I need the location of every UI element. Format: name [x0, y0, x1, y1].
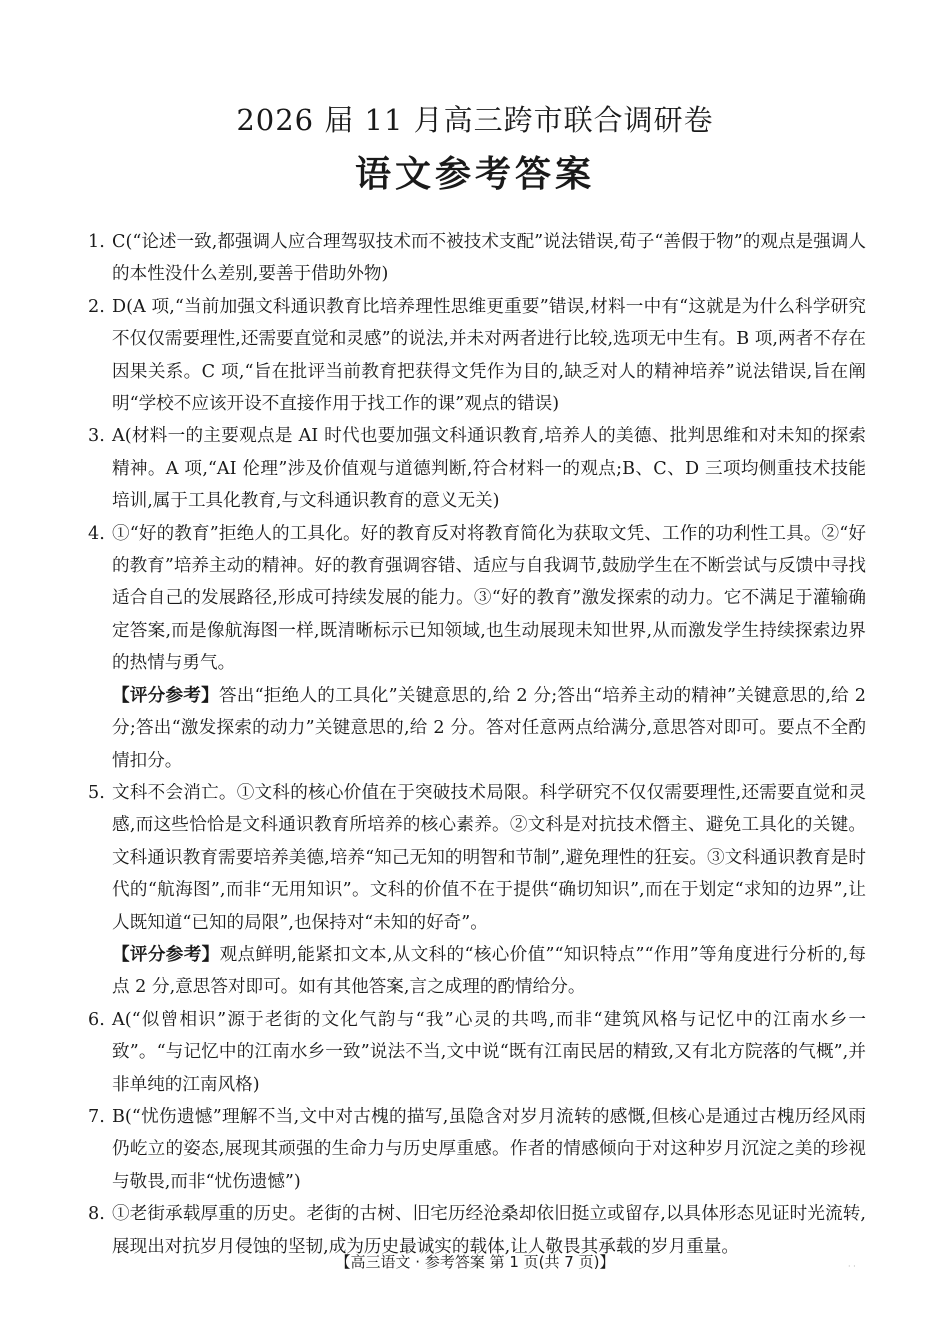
scoring-note-5 [82, 939, 866, 1004]
page-title: 语文参考答案 [354, 154, 595, 195]
answer-number: 2. [88, 296, 105, 317]
answer-number: 3. [88, 426, 105, 447]
answer-item-1 [82, 226, 866, 291]
answer-item-4 [82, 518, 866, 680]
scoring-note-4 [82, 680, 866, 777]
answer-number: 8. [88, 1204, 105, 1225]
answer-text: C(“论述一致,都强调人应合理驾驭技术而不被技术支配”说法错误,荀子“善假于物”的观点是强调人的本性没什么差别,要善于借助外物) [112, 232, 866, 285]
answer-number: 7. [88, 1106, 105, 1127]
scoring-text: 答出“拒绝人的工具化”关键意思的,给 2 分;答出“培养主动的精神”关键意思的,给 2 分;答出“激发探索的动力”关键意思的,给 2 分。答对任意两点给满分,意思答对即可。要点不全酌情扣分。 [112, 685, 866, 771]
scoring-tag: 【评分参考】 [112, 685, 219, 706]
page-footer: 【高三语文 · 参考答案 第 1 页(共 7 页)】 [335, 1253, 615, 1271]
answer-number: 5. [88, 782, 105, 803]
answer-text: 文科不会消亡。①文科的核心价值在于突破技术局限。科学研究不仅仅需要理性,还需要直觉和灵感,而这些恰恰是文科通识教育所培养的核心素养。②文科是对抗技术僭主、避免工具化的关键。文科通识教育需要培养美德,培养“知己无知的明智和节制”,避免理性的狂妄。③文科通识教育是时代的“航海图”,而非“无用知识”。文科的价值不在于提供“确切知识”,而在于划定“求知的边界”,让人既知道“已知的局限”,也保持对“未知的好奇”。 [112, 782, 866, 933]
answer-text: B(“忧伤遗憾”理解不当,文中对古槐的描写,虽隐含对岁月流转的感慨,但核心是通过古槐历经风雨仍屹立的姿态,展现其顽强的生命力与历史厚重感。作者的情感倾向于对这种岁月沉淀之美的珍视与敬畏,而非“忧伤遗憾”) [112, 1106, 866, 1192]
answer-number: 4. [88, 523, 105, 544]
answer-item-2 [82, 291, 866, 421]
answer-text: ①老街承载厚重的历史。老街的古树、旧宅历经沧桑却依旧挺立或留存,以具体形态见证时光流转,展现出对抗岁月侵蚀的坚韧,成为历史最诚实的载体,让人敬畏其承载的岁月重量。 [112, 1204, 866, 1257]
answer-text: A(材料一的主要观点是 AI 时代也要加强文科通识教育,培养人的美德、批判思维和对未知的探索精神。A 项,“AI 伦理”涉及价值观与道德判断,符合材料一的观点;B、C、D 三项均侧重技术技能培训,属于工具化教育,与文科通识教育的意义无关) [112, 426, 866, 512]
answer-item-5 [82, 777, 866, 939]
exam-title: 2026 届 11 月高三跨市联合调研卷 [236, 103, 714, 137]
answer-item-7 [82, 1101, 866, 1198]
footer-mark: · · [848, 1262, 856, 1271]
answer-text: D(A 项,“当前加强文科通识教育比培养理性思维更重要”错误,材料一中有“这就是为什么科学研究不仅仅需要理性,还需要直觉和灵感”的说法,并未对两者进行比较,选项无中生有。B 项,两者不存在因果关系。C 项,“旨在批评当前教育把获得文凭作为目的,缺乏对人的精神培养”说法错误,旨在阐明“学校不应该开设不直接作用于找工作的课”观点的错误) [112, 296, 866, 415]
answer-number: 1. [88, 232, 105, 252]
answer-number: 6. [88, 1009, 105, 1030]
answer-item-6 [82, 1004, 866, 1101]
answer-text: ①“好的教育”拒绝人的工具化。好的教育反对将教育简化为获取文凭、工作的功利性工具。②“好的教育”培养主动的精神。好的教育强调容错、适应与自我调节,鼓励学生在不断尝试与反馈中寻找适合自己的发展路径,形成可持续发展的能力。③“好的教育”激发探索的动力。它不满足于灌输确定答案,而是像航海图一样,既清晰标示已知领域,也生动展现未知世界,从而激发学生持续探索边界的热情与勇气。 [112, 523, 866, 674]
scoring-text: 观点鲜明,能紧扣文本,从文科的“核心价值”“知识特点”“作用”等角度进行分析的,每点 2 分,意思答对即可。如有其他答案,言之成理的酌情给分。 [112, 944, 866, 998]
answer-item-3 [82, 420, 866, 517]
answer-text: A(“似曾相识”源于老街的文化气韵与“我”心灵的共鸣,而非“建筑风格与记忆中的江南水乡一致”。“与记忆中的江南水乡一致”说法不当,文中说“既有江南民居的精致,又有北方院落的气概”,并非单纯的江南风格) [112, 1009, 866, 1095]
answer-list [82, 226, 866, 1263]
scoring-tag: 【评分参考】 [112, 944, 220, 965]
